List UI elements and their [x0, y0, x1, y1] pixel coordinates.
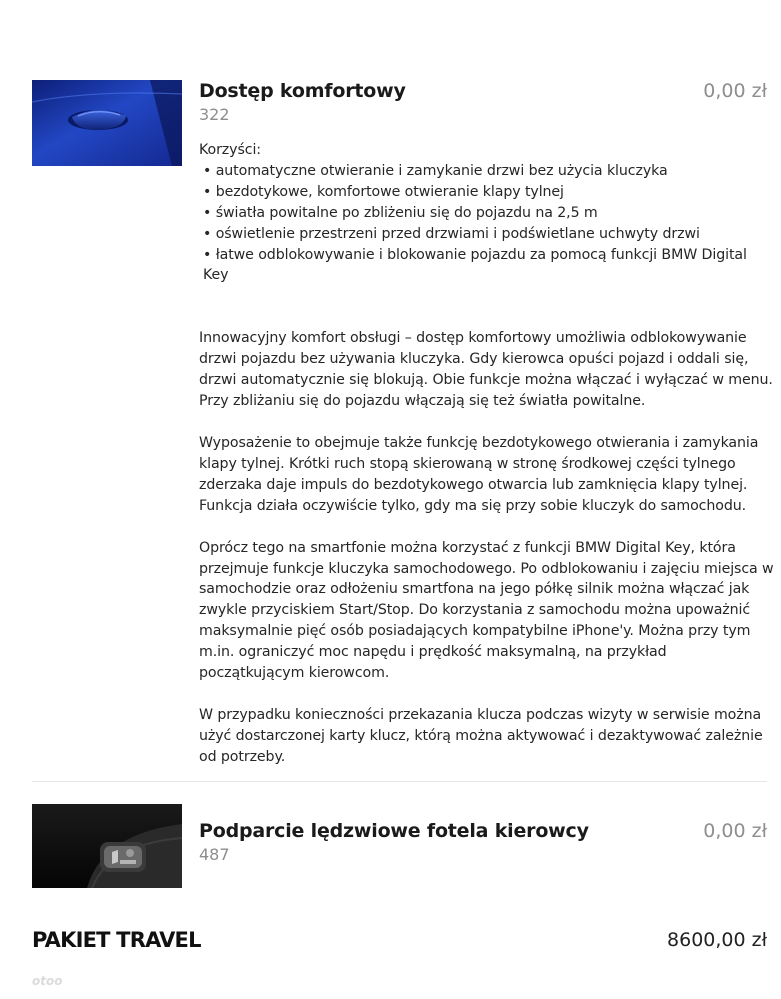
option-price: 0,00 zł	[703, 820, 767, 842]
option-description	[199, 140, 774, 768]
package-price: 8600,00 zł	[667, 929, 767, 951]
benefit-item: • automatyczne otwieranie i zamykanie drzwi bez użycia kluczyka	[199, 161, 774, 182]
option-title: Dostęp komfortowy	[199, 80, 406, 102]
option-code: 322	[199, 105, 230, 124]
package-title: PAKIET TRAVEL	[32, 928, 201, 952]
benefits-list	[199, 161, 774, 286]
option-comfort-access	[32, 80, 774, 770]
benefit-item: • oświetlenie przestrzeni przed drzwiami i podświetlane uchwyty drzwi	[199, 224, 774, 245]
description-paragraph: Wyposażenie to obejmuje także funkcję bezdotykowego otwierania i zamykania klapy tylnej. Krótki ruch stopą skierowaną w stronę środkowej części tylnego zderzaka daje impuls do bezdotykowego otwarcia lub zamknięcia klapy tylnej. Funkcja działa oczywiście tylko, gdy ma się przy sobie kluczyk do samochodu.	[199, 434, 759, 514]
car-door-handle-icon	[32, 80, 182, 166]
svg-text:otoo: otoo	[32, 974, 63, 988]
description-paragraph: Innowacyjny komfort obsługi – dostęp komfortowy umożliwia odblokowywanie drzwi pojazdu bez używania kluczyka. Gdy kierowca opuści pojazd i oddali się, drzwi automatycznie się blokują. Obie funkcje można włączać i wyłączać w menu. Przy zbliżaniu się do pojazdu włączają się też światła powitalne.	[199, 330, 773, 410]
otomoto-logo-icon	[32, 973, 80, 989]
option-image	[32, 804, 182, 888]
benefit-item: • łatwe odblokowywanie i blokowanie pojazdu za pomocą funkcji BMW Digital Key	[199, 245, 774, 287]
option-title: Podparcie lędzwiowe fotela kierowcy	[199, 820, 589, 842]
benefits-heading: Korzyści:	[199, 142, 261, 158]
benefit-item: • światła powitalne po zbliżeniu się do pojazdu na 2,5 m	[199, 203, 774, 224]
benefit-item: • bezdotykowe, komfortowe otwieranie klapy tylnej	[199, 182, 774, 203]
option-price: 0,00 zł	[703, 80, 767, 102]
divider	[32, 781, 767, 782]
description-paragraph: W przypadku konieczności przekazania klucza podczas wizyty w serwisie można użyć dostarczonej karty klucz, którą można aktywować i dezaktywować zależnie od potrzeby.	[199, 706, 763, 765]
description-paragraph: Oprócz tego na smartfonie można korzystać z funkcji BMW Digital Key, która przejmuje funkcje kluczyka samochodowego. Po odblokowaniu i zajęciu miejsca w samochodzie oraz odłożeniu smartfona na jego półkę silnik można włączać jak zwykle przyciskiem Start/Stop. Do korzystania z samochodu można upoważnić maksymalnie pięć osób posiadających kompatybilne iPhone'y. Można przy tym m.in. ograniczyć moc napędu i prędkość maksymalną, na przykład początkującym kierowcom.	[199, 539, 774, 682]
option-image	[32, 80, 182, 166]
option-code: 487	[199, 845, 230, 864]
seat-controls-icon	[32, 804, 182, 888]
option-lumbar-support	[32, 804, 767, 890]
